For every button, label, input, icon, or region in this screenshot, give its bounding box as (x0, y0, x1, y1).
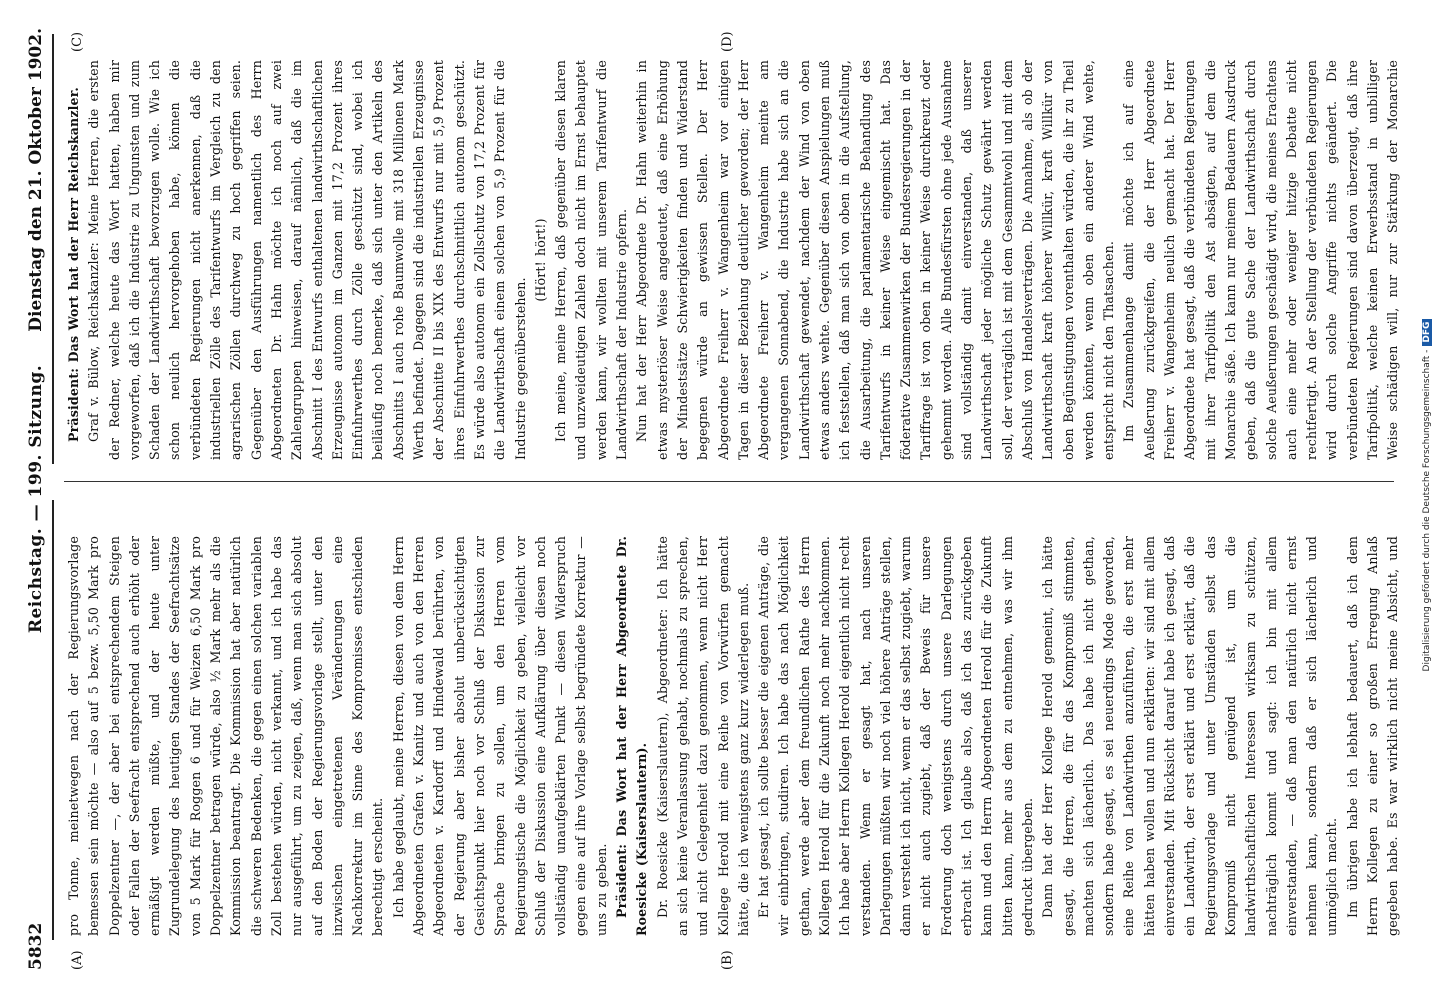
left-column (64, 536, 1404, 936)
margin-marker-b: (B) (720, 950, 735, 970)
margin-marker-a: (A) (70, 950, 85, 970)
paragraph: Dann hat der Herr Kollege Herold gemeint, ich hätte gesagt, die Herren, die für das Kompromiß stimmten, machten sich lächerlich. Das habe ich nicht gethan, sondern habe gesagt, es sei neuerdings Mode geworden, eine Reihe von Landwirthen anzuführen, die erst mehr hätten haben wollen und nun erklärten: wir sind mit allem einverstanden. Mit Rücksicht darauf habe ich gesagt, daß ein Landwirth, der erst erklärt und erst erklärt, daß die Regierungsvorlage und unter Umständen selbst das Kompromiß nicht genügend ist, um die landwirthschaftlichen Interessen wirksam zu schützen, nachträglich kommt und sagt: ich bin mit allem einverstanden, — daß man den natürlich nicht ernst nehmen kann, sondern daß er sich lächerlich und unmöglich macht. (1040, 536, 1340, 936)
interjection: (Hört! hört!) (532, 218, 548, 302)
paragraph: Er hat gesagt, ich sollte besser die eigenen Anträge, die wir einbringen, studiren. Ich habe das nach Möglichkeit gethan, werde aber dem freundlichen Rathe des Herrn Kollegen Herold für die Zukunft noch mehr nachkommen. Ich habe aber Herrn Kollegen Herold eigentlich nicht recht verstanden. Wenn er gesagt hat, nach unseren Darlegungen müßten wir noch viel höhere Anträge stellen, dann versteht ich nicht, wenn er das selbst zugiebt, warum er nicht auch zugiebt, daß der Beweis für unsere Forderung doch wenigstens durch unsere Darlegungen erbracht ist. Ich glaube also, daß ich das zurückgeben kann und den Herrn Abgeordneten Herold für die Zukunft bitten kann, mehr aus dem zu entnehmen, was wir ihm gedruckt übergeben. (756, 536, 1035, 936)
right-column (64, 60, 1404, 460)
paragraph: Präsident: Das Wort hat der Herr Reichskanzler. (66, 87, 81, 442)
page-header (20, 28, 56, 970)
paragraph: Präsident: Das Wort hat der Herr Abgeordnete Dr. Roesicke (Kaiserslautern). (614, 536, 650, 936)
paragraph: Graf v. Bülow, Reichskanzler: Meine Herren, die ersten der Redner, welche heute das Wort hatten, haben mir vorgeworfen, daß ich die Industrie zu Ungunsten und zum Schaden der Landwirthschaft bevorzugen wolle. Wie ich schon neulich hervorgehoben habe, können die verbündeten Regierungen nicht anerkennen, daß die industriellen Zölle des Tarifentwurfs im Vergleich zu den agrarischen Zöllen durchweg zu hoch gegriffen seien. Gegenüber den Ausführungen namentlich des Herrn Abgeordneten Dr. Hahn möchte ich noch auf zwei Zahlengruppen hinweisen, darauf nämlich, daß die im Abschnitt I des Entwurfs enthaltenen landwirthschaftlichen Erzeugnisse autonom im Ganzen mit 17,2 Prozent ihres Einfuhrwerthes durch Zölle geschützt sind, wobei ich beiläufig noch bemerke, daß sich unter den Artikeln des Abschnitts I auch rohe Baumwolle mit 318 Millionen Mark Werth befindet. Dagegen sind die industriellen Erzeugnisse der Abschnitte II bis XIX des Entwurfs nur mit 5,9 Prozent ihres Einfuhrwerthes durchschnittlich autonom geschützt. Es würde also autonom ein Zollschutz von 17,2 Prozent für die Landwirthschaft einem solchen von 5,9 Prozent für die Industrie gegenüberstehen. (86, 60, 528, 460)
paragraph: Im Zusammenhange damit möchte ich auf eine Aeußerung zurückgreifen, die der Herr Abgeordnete Freiherr v. Wangenheim neulich gemacht hat. Der Herr Abgeordnete hat gesagt, daß die verbündeten Regierungen mit ihrer Tarifpolitik den Ast absägten, auf dem die Monarchie säße. Ich kann nur meinem Bedauern Ausdruck geben, daß die gute Sache der Landwirthschaft durch solche Aeußerungen geschädigt wird, die meines Erachtens auch eine mehr oder weniger hitzige Debatte nicht rechtfertigt. An der Stellung der verbündeten Regierungen wird durch solche Angriffe nichts geändert. Die verbündeten Regierungen sind davon überzeugt, daß ihre Tarifpolitik, welche keinen Erwerbsstand in unbilliger Weise schädigen will, nur zur Stärkung der Monarchie (1121, 60, 1401, 460)
margin-marker-c: (C) (70, 31, 85, 52)
paragraph: Nun hat der Herr Abgeordnete Dr. Hahn weiterhin in etwas mysteriöser Weise angedeutet, daß eine Erhöhung der Mindestsätze Schwierigkeiten finden und Widerstand begegnen würde an gewissen Stellen. Der Herr Abgeordnete Freiherr v. Wangenheim war vor einigen Tagen in dieser Beziehung deutlicher geworden; der Herr Abgeordnete Freiherr v. Wangenheim meinte am vergangenen Sonnabend, die Industrie habe sich an die Landwirthschaft gewendet, nachdem der Wind von oben etwas anders wehte. Gegenüber diesen Anspielungen muß ich feststellen, daß man sich von oben in die Aufstellung, die Ausarbeitung, die parlamentarische Behandlung des Tarifentwurfs in keiner Weise eingemischt hat. Das föderative Zusammenwirken der Bundesregierungen in der Tariffrage ist von oben in keiner Weise durchkreuzt oder gehemmt worden. Alle Bundesfürsten ohne jede Ausnahme sind vollständig damit einverstanden, daß unserer Landwirthschaft jeder mögliche Schutz gewährt werden soll, der verträglich ist mit dem Gesammtwohl und mit dem Abschluß von Handelsverträgen. Die Annahme, als ob der Landwirthschaft kraft höherer Willkür, kraft Willkür von oben Begünstigungen vorenthalten würden, die ihr zu Theil werden könnten, wenn oben ein anderer Wind wehte, entspricht nicht den Thatsachen. (634, 60, 1117, 460)
paragraph: pro Tonne, meinetwegen nach der Regierungsvorlage bemessen sein möchte — also auf 5 bezw. 5,50 Mark pro Doppelzentner —, der aber bei entsprechendem Steigen oder Fallen der Seefracht entsprechend auch erhöht oder ermäßigt werden müßte, und der heute unter Zugrundelegung des heutigen Standes der Seefrachtsätze von 5 Mark für Roggen 6 und für Weizen 6,50 Mark pro Doppelzentner betragen würde, also ½ Mark mehr als die Kommission beantragt. Die Kommission hat aber natürlich die schweren Bedenken, die gegen einen solchen variablen Zoll bestehen würden, nicht verkannt, und ich habe das nur ausgeführt, um zu zeigen, daß, wenn man sich absolut auf den Boden der Regierungsvorlage stellt, unter den inzwischen eingetretenen Veränderungen eine Nachkorrektur im Sinne des Kompromisses entschieden berechtigt erscheint. (66, 536, 386, 936)
session-date: Dienstag den 21. Oktober 1902. (26, 28, 46, 332)
margin-marker-d: (D) (720, 31, 735, 52)
dfg-logo: DFG (1422, 319, 1432, 346)
header-rule-right (52, 34, 54, 464)
paragraph: Im übrigen habe ich lebhaft bedauert, daß ich dem Herrn Kollegen zu einer so großen Erregung Anlaß gegeben habe. Es war wirklich nicht meine Absicht, und (1344, 536, 1401, 936)
digitization-text: Digitalisierung gefördert durch die Deutsche Forschungsgemeinschaft - (1422, 349, 1432, 672)
session-title: Reichstag. — 199. Sitzung. (26, 364, 46, 634)
paragraph: Ich meine, meine Herren, daß gegenüber diesen klaren und unzweideutigen Zahlen doch nicht im Ernst behauptet werden kann, wir wollten mit unserem Tarifentwurf die Landwirthschaft der Industrie opfern. (553, 60, 630, 460)
digitization-note (1422, 0, 1434, 1000)
page-number: 5832 (26, 922, 46, 970)
header-rule-left (52, 500, 54, 940)
paragraph: Dr. Roesicke (Kaiserslautern), Abgeordneter: Ich hätte an sich keine Veranlassung gehabt, nochmals zu sprechen, und nicht Gelegenheit dazu genommen, wenn nicht Herr Kollege Herold mit eine Reihe von Vorwürfen gemacht hätte, die ich wenigstens ganz kurz widerlegen muß. (654, 536, 751, 936)
column-divider (64, 481, 1394, 482)
paragraph: Ich habe geglaubt, meine Herren, diesen von dem Herrn Abgeordneten Grafen v. Kanitz und auch von den Herren Abgeordneten v. Kardorff und Hindewald berührten, von der Regierung aber bisher absolut unberücksichtigten Gesichtspunkt hier noch vor Schluß der Diskussion zur Sprache bringen zu sollen, um den Herren vom Regierungstische die Möglichkeit zu geben, vielleicht vor Schluß der Diskussion eine Aufklärung über diesen noch vollständig unaufgeklärten Punkt — diesen Widerspruch gegen eine auf ihre Vorlage selbst begründete Korrektur — uns zu geben. (390, 536, 609, 936)
